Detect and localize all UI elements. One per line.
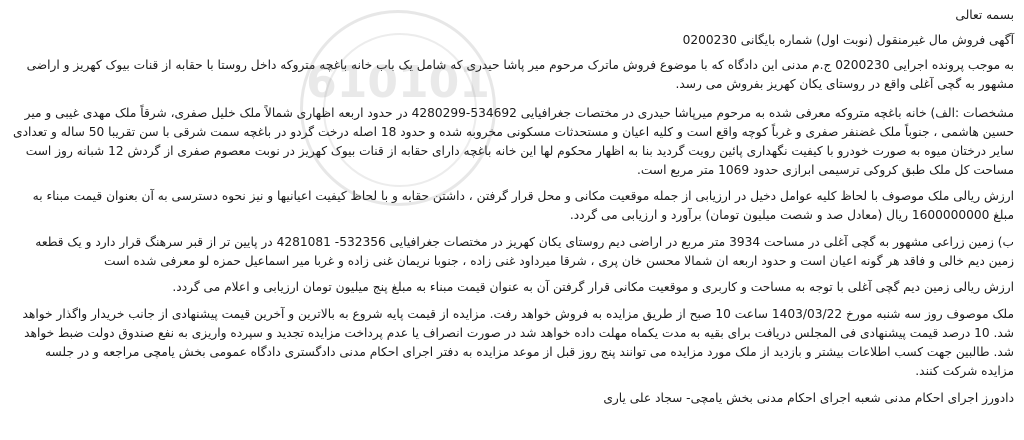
watermark-number: 610101 xyxy=(306,57,490,108)
signature-line: دادورز اجرای احکام مدنی شعبه اجرای احکام مدنی بخش یامچی- سجاد علی یاری xyxy=(603,391,1014,405)
valuation-a-paragraph: ارزش ریالی ملک موصوف با لحاظ کلیه عوامل دخیل در ارزیابی از جمله موقعیت مکانی و محل قرار گرفتن ، داشتن حقابه و با لحاظ کیفیت اعیانیها و نیز نحوه دسترسی به آن بعنوان قیمت مبناء به مبلغ 1600000000 ریال (معادل صد و شصت میلیون تومان) برآورد و ارزیابی می گردد. xyxy=(32,189,1014,222)
document-header: بسمه تعالی xyxy=(955,8,1014,22)
intro-paragraph: به موجب پرونده اجرایی 0200230 ج.م مدنی این دادگاه که با موضوع فروش ماترک مرحوم میر پاشا حیدری که شامل یک باب خانه باغچه متروکه داخل روستا با حقابه از قنات بیوک کهریز و اراضی مشهور به گچی آغلی واقع در روستای یکان کهریز بفروش می رسد. xyxy=(26,58,1014,91)
auction-paragraph: ملک موصوف روز سه شنبه مورخ 1403/03/22 ساعت 10 صبح از طریق مزایده به فروش خواهد رفت. مزایده از قیمت پایه شروع به بالاترین و آخرین قیمت پیشنهادی از جانب خریدار واگذار خواهد شد. 10 درصد قیمت پیشنهادی فی المجلس دریافت برای بقیه به مدت یکماه مهلت داده خواهد شد در صورت انصراف یا عدم پرداخت مزایده تجدید و سپرده واریزی به نفع صندوق دولت ضبط خواهد شد. طالبین جهت کسب اطلاعات بیشتر و بازدید از ملک مورد مزایده می توانند پنج روز قبل از موعد مزایده به دفتر اجرای احکام مدنی دادگستری دادگاه عمومی بخش یامچی مراجعه و در جلسه مزایده شرکت کنند. xyxy=(22,307,1014,378)
valuation-b-paragraph: ارزش ریالی زمین دیم گچی آغلی با توجه به مساحت و کاربری و موقعیت مکانی قرار گرفتن آن به عنوان قیمت مبناء به مبلغ پنج میلیون تومان ارزیابی و اعلام می گردد. xyxy=(172,280,1014,294)
spec-a-paragraph: مشخصات :الف) خانه باغچه متروکه معرفی شده به مرحوم میرپاشا حیدری در مختصات جغرافیایی 534692-4280299 در حدود اربعه اظهاری شمالاً ملک خلیل صفری، شرقاً ملک مهدی غیبی و میر حسین هاشمی ، جنوباً ملک غضنفر صفری و غرباً کوچه واقع است و کلیه اعیان و مستحدثات مسکونی مخروبه شده و حدود 18 اصله درخت گردو در باغچه سمت شرقی با سن تقریبا 50 ساله و تعدادی سایر درختان میوه به صورت خودرو با کیفیت نگهداری پائین رویت گردید بنا به اظهار محکوم لها این خانه باغچه دارای حقابه از قنات بیوک کهریز در نوبت معصوم صفری از گردش 12 شبانه روز است مساحت کل ملک طبق کروکی ترسیمی ابرازی حدود 1069 متر مربع است. xyxy=(13,106,1014,177)
spec-b-paragraph: ب) زمین زراعی مشهور به گچی آغلی در مساحت 3934 متر مربع در اراضی دیم روستای یکان کهریز در مختصات جغرافیایی 532356- 4281081 در پایین تر از قبر سرهنگ قرار دارد و یک قطعه زمین دیم خالی و فاقد هر گونه اعیان است و حدود اربعه ان شمالا محسن خان پری ، شرقا میرداود غنی زاده ، جنوبا نریمان غنی زاده و غربا میر اسماعیل حمزه لو معرفی شده است xyxy=(35,235,1014,268)
document-title: آگهی فروش مال غیرمنقول (نوبت اول) شماره بایگانی 0200230 xyxy=(682,33,1014,47)
